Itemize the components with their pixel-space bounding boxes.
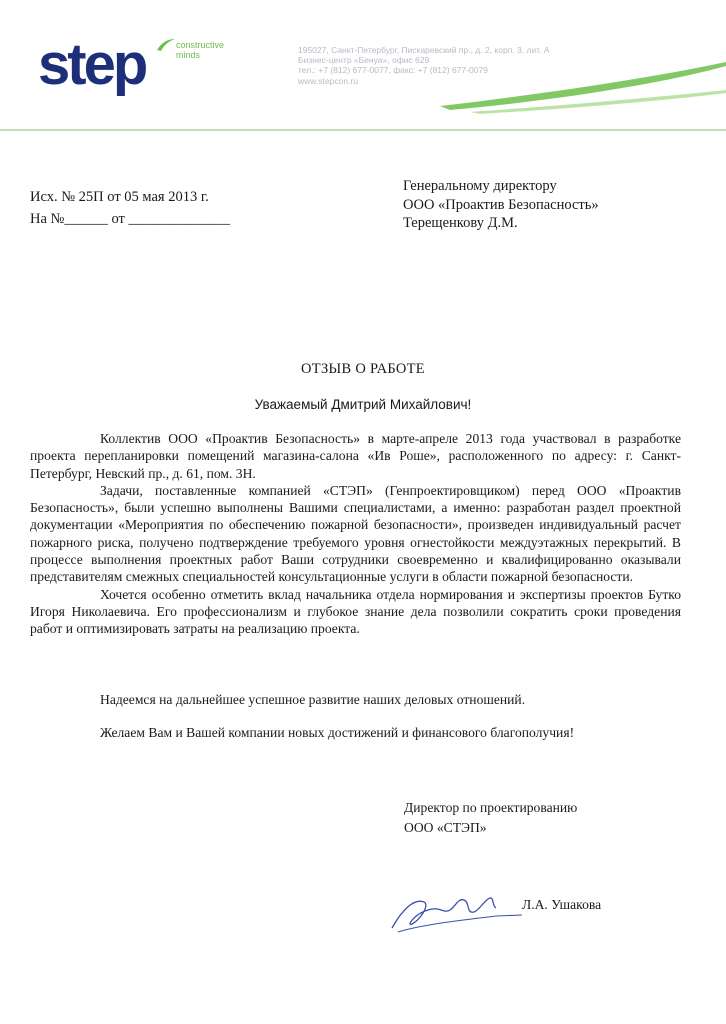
company-logo: step [38,32,146,97]
contact-info [298,45,550,86]
letter-title: ОТЗЫВ О РАБОТЕ [301,361,425,377]
signer-name: Л.А. Ушакова [522,897,602,912]
addressee-name: Терещенкову Д.М. [403,215,518,231]
reference-block [30,186,230,230]
letter-body [30,430,681,638]
logo-swoosh-icon [156,38,176,52]
signer-block [404,798,577,838]
signer-company: ООО «СТЭП» [404,820,487,835]
body-paragraph: Хочется особенно отметить вклад начальника отдела нормирования и экспертизы проектов Бутко Игоря Николаевича. Его профессионализм и глубокое знание дела позволили сократить сроки проведения работ и оптимизировать затраты на реализацию проекта. [30,586,681,637]
addressee-block [403,177,599,233]
outgoing-number: Исх. № 25П от 05 мая 2013 г. [30,189,209,205]
addressee-position: Генеральному директору [403,178,557,194]
logo-tagline: constructive minds [176,40,225,60]
incoming-number: На №______ от ______________ [30,211,231,227]
contact-phone: тел.: +7 (812) 677-0077, факс: +7 (812) 677-0079 [298,65,488,76]
addressee-company: ООО «Проактив Безопасность» [403,196,599,213]
letter-greeting: Уважаемый Дмитрий Михайлович! [254,397,472,412]
body-paragraph: Коллектив ООО «Проактив Безопасность» в марте-апреле 2013 года участвовал в разработке проекта перепланировки помещений магазина-салона «Ив Роше», расположенного по адресу: г. Санкт-Петербург, Невский пр., д. 61, пом. 3Н. [30,431,681,481]
contact-office: Бизнес-центр «Бенуа», офис 629 [298,55,430,66]
contact-website: www.stepcon.ru [298,75,358,86]
handwritten-signature [384,880,524,940]
closing-wish-success: Желаем Вам и Вашей компании новых достижений и финансового благополучия! [100,725,575,740]
body-paragraph: Задачи, поставленные компанией «СТЭП» (Генпроектировщиком) перед ООО «Проактив Безопасность», были успешно выполнены Вашими специалистами, а именно: разработан раздел проектной документации «Мероприятия по обеспечению пожарной безопасности», произведен индивидуальный расчет пожарного риска, получено подтверждение требуемого уровня огнестойкости междуэтажных перекрытий. В процессе выполнения проектных работ Ваши сотрудники своевременно и квалифицированно оказывали представителям смежных специальностей консультационные услуги в области пожарной безопасности. [30,482,681,585]
contact-address: 195027, Санкт-Петербург, Пискаревский пр., д. 2, корп. 3, лит. А [298,45,550,55]
closing-wish-relations: Надеемся на дальнейшее успешное развитие наших деловых отношений. [100,692,526,707]
signer-position: Директор по проектированию [404,800,578,815]
